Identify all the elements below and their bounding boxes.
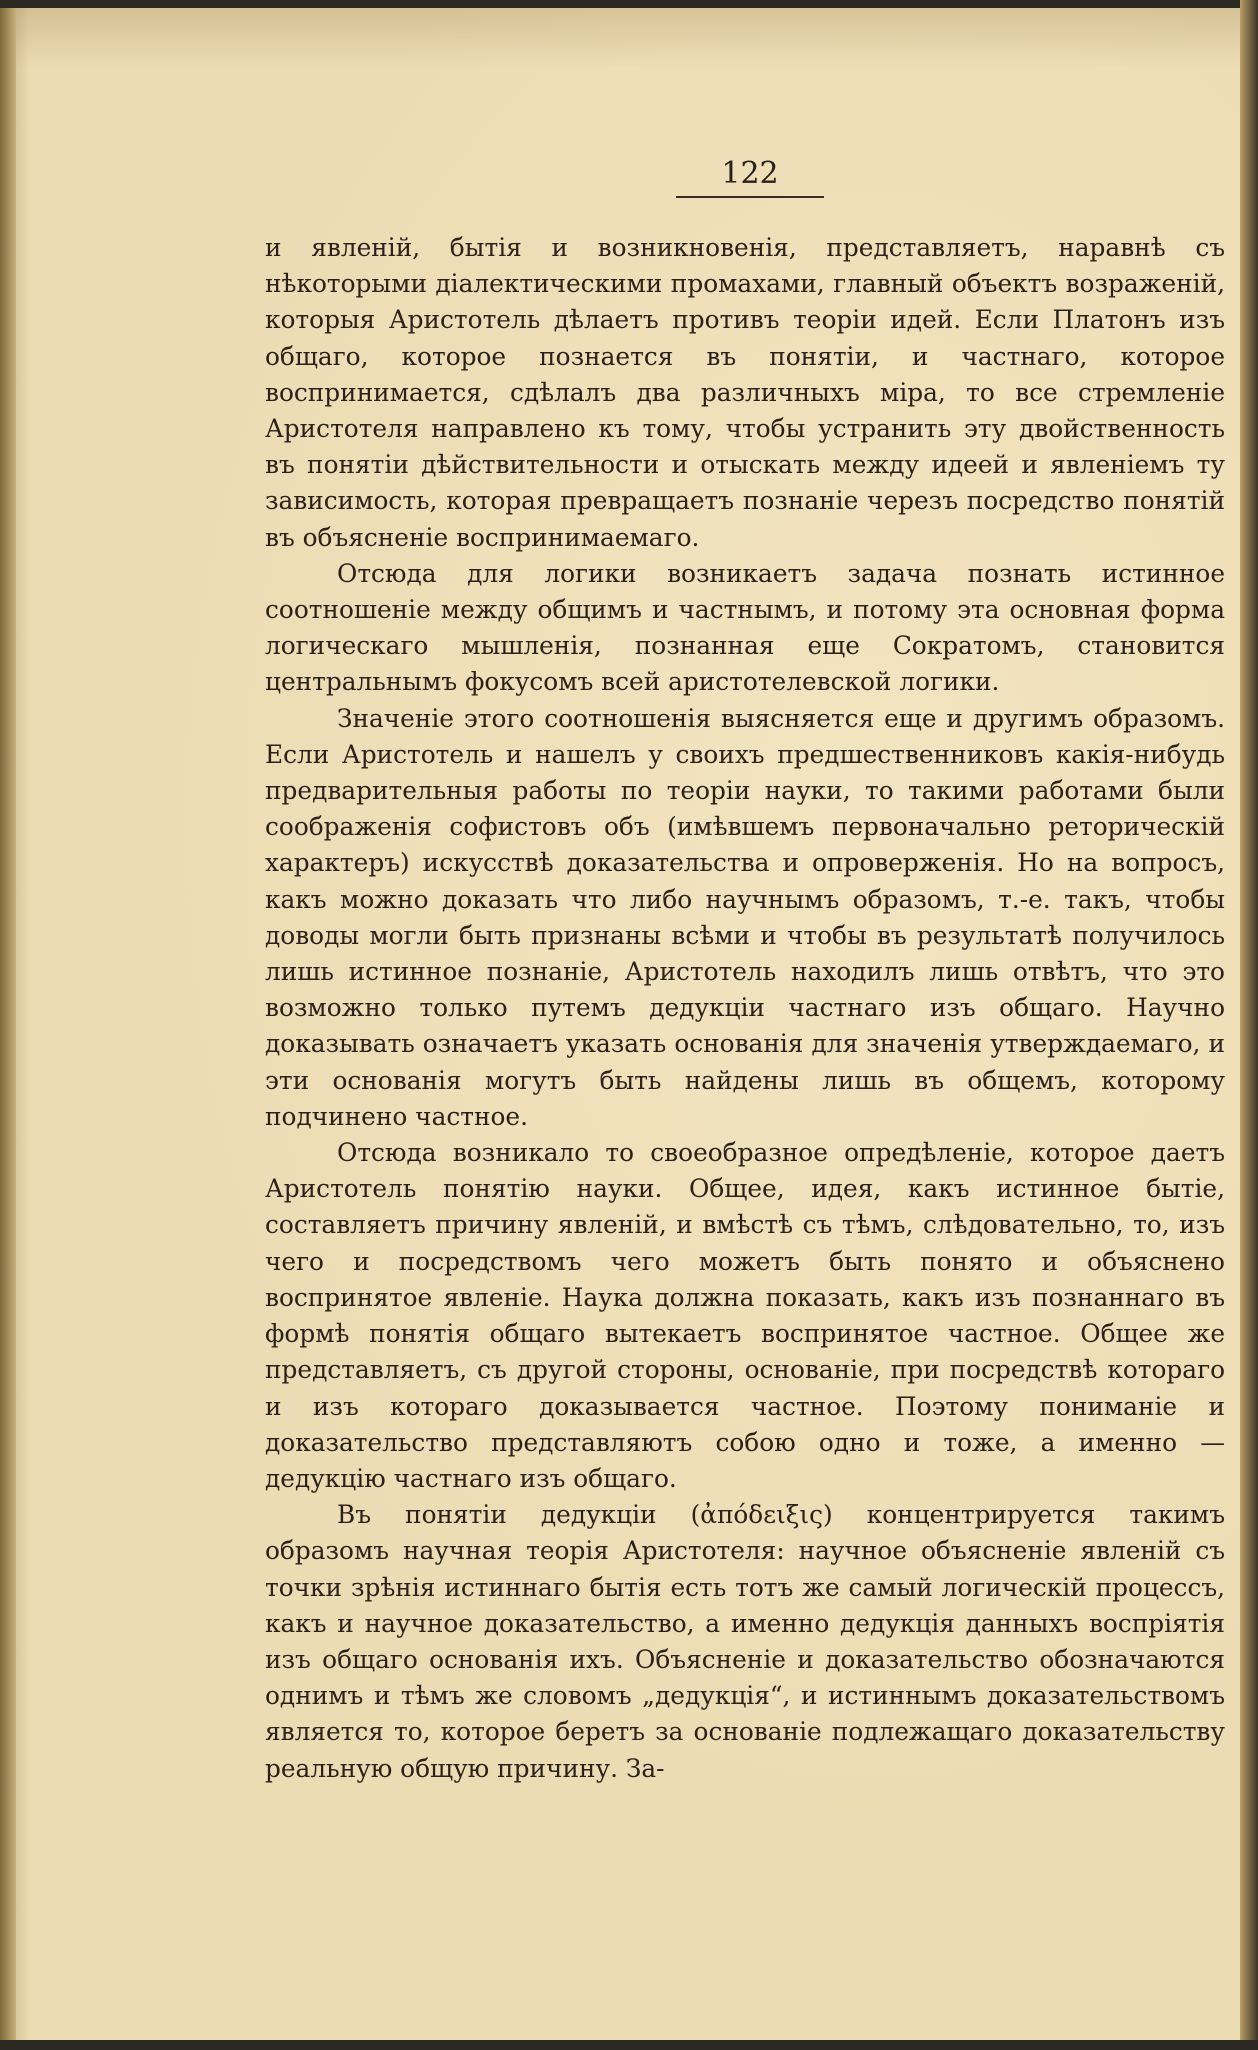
paragraph: Отсюда для логики возникаетъ задача познать истинное соотношеніе между общимъ и частнымъ, и потому эта основная форма логическаго мышленія, познанная еще Сократомъ, становится центральнымъ фокусомъ всей аристотелевской логики. — [265, 558, 1225, 697]
paragraph: Отсюда возникало то своеобразное опредѣленіе, которое даетъ Аристотель понятію науки. Общее, идея, какъ истинное бытіе, составляетъ причину явленій, и вмѣстѣ съ тѣмъ, слѣдовательно, то, изъ чего и посредствомъ чего можетъ быть понято и объяснено воспринятое явленіе. Наука должна показать, какъ изъ познаннаго въ формѣ понятія общаго вытекаетъ воспринятое частное. Общее же представляетъ, съ другой стороны, основаніе, при посредствѣ котораго и изъ котораго доказывается частное. Поэтому пониманіе и доказательство представляютъ собою одно и тоже, а именно — дедукцію частнаго изъ общаго. — [265, 1138, 1225, 1493]
paragraph: Въ понятіи дедукціи (ἀπόδειξις) концентрируется такимъ образомъ научная теорія Аристотеля: научное объясненіе явленій съ точки зрѣнія истиннаго бытія есть тотъ же самый логическій процессъ, какъ и научное доказательство, а именно дедукція данныхъ воспріятія изъ общаго основанія ихъ. Объясненіе и доказательство обозначаются однимъ и тѣмъ же словомъ „дедукція“, и истиннымъ доказательствомъ является то, которое беретъ за основаніе подлежащаго доказательству реальную общую причину. За- — [265, 1500, 1225, 1783]
paragraph: и явленій, бытія и возникновенія, представляетъ, наравнѣ съ нѣкоторыми діалектическими промахами, главный объектъ возраженій, которыя Аристотель дѣлаетъ противъ теоріи идей. Если Платонъ изъ общаго, которое познается въ понятіи, и частнаго, которое воспринимается, сдѣлалъ два различныхъ міра, то все стремленіе Аристотеля направлено къ тому, чтобы устранить эту двойственность въ понятіи дѣйствительности и отыскать между идеей и явленіемъ ту зависимость, которая превращаетъ познаніе черезъ посредство понятій въ объясненіе воспринимаемаго. — [265, 233, 1225, 552]
scan-border — [0, 2040, 1258, 2050]
page-edge — [1240, 0, 1258, 2050]
page-number-rule — [676, 196, 824, 198]
body-text — [265, 230, 1225, 1787]
book-gutter — [0, 8, 16, 2040]
paragraph: Значеніе этого соотношенія выясняется еще и другимъ образомъ. Если Аристотель и нашелъ у своихъ предшественниковъ какія-нибудь предварительныя работы по теоріи науки, то такими работами были соображенія софистовъ объ (имѣвшемъ первоначально реторическій характеръ) искусствѣ доказательства и опроверженія. Но на вопросъ, какъ можно доказать что либо научнымъ образомъ, т.-е. такъ, чтобы доводы могли быть признаны всѣми и чтобы въ результатѣ получилось лишь истинное познаніе, Аристотель находилъ лишь отвѣтъ, что это возможно только путемъ дедукціи частнаго изъ общаго. Научно доказывать означаетъ указать основанія для значенія утверждаемаго, и эти основанія могутъ быть найдены лишь въ общемъ, которому подчинено частное. — [265, 703, 1225, 1131]
page-number: 122 — [721, 156, 779, 191]
